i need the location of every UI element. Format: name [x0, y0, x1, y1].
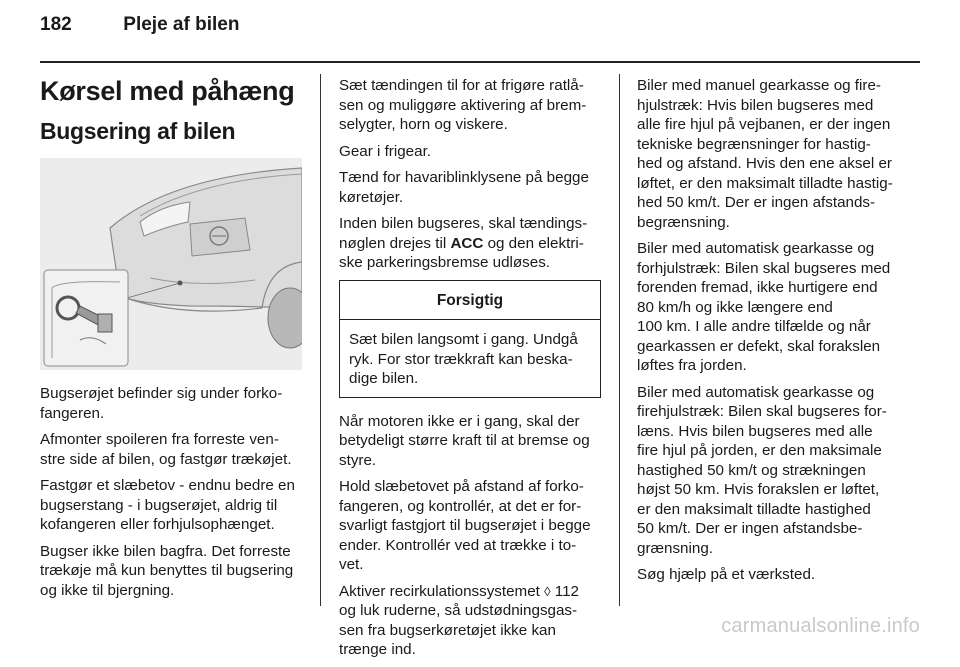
- page-number: 182: [40, 14, 72, 35]
- paragraph: Søg hjælp på et værksted.: [637, 566, 816, 583]
- caution-box: [339, 280, 601, 398]
- text-run: Inden bilen bugseres, skal tændings- nøglen drejes til: [339, 215, 588, 252]
- page-reference-icon: ◊: [544, 583, 551, 599]
- paragraph: Biler med automatisk gearkasse og firehjulstræk: Bilen skal bugseres for- læns. Hvis bilen bugseres med alle fire hjul på jorden, er den maksimale hastighed 50 km/t og strækningen højst 50 km. Hvis forakslen er løftet, er den maksimalt tilladte hastighed 50 km/t. Der er ingen afstandsbe- grænsning.: [637, 383, 887, 557]
- page-reference-link[interactable]: 112: [554, 582, 579, 600]
- column-1: [40, 76, 302, 607]
- page-header: [40, 14, 239, 36]
- header-rule: [40, 61, 920, 63]
- towing-eye-illustration: [40, 158, 302, 370]
- caution-body: Sæt bilen langsomt i gang. Undgå ryk. For stor trækkraft kan beska- dige bilen.: [349, 331, 578, 387]
- chapter-title: Kørsel med påhæng: [40, 76, 295, 106]
- paragraph: Gear i frigear.: [339, 142, 432, 160]
- column-2: [339, 76, 601, 667]
- paragraph: Afmonter spoileren fra forreste ven- stre side af bilen, og fastgør trækøjet.: [40, 431, 292, 468]
- paragraph: Bugser ikke bilen bagfra. Det forreste trækøje må kun benyttes til bugsering og ikke til bjergning.: [40, 542, 294, 599]
- section-title: Pleje af bilen: [123, 14, 240, 35]
- paragraph: Når motoren ikke er i gang, skal der betydeligt større kraft til at bremse og styre.: [339, 412, 590, 469]
- paragraph: Biler med automatisk gearkasse og forhjulstræk: Bilen skal bugseres med forenden fremad, ikke hurtigere end 80 km/h og ikke længere end 100 km. I alle andre tilfælde og når gearkassen er defekt, skal forakslen løftes fra jorden.: [637, 240, 891, 374]
- paragraph: Hold slæbetovet på afstand af forko- fangeren, og kontrollér, at det er for- svarligt fastgjort til bugserøjet i begge ender. Kontrollér ved at trække i to- vet.: [339, 478, 591, 573]
- paragraph: Biler med manuel gearkasse og fire- hjulstræk: Hvis bilen bugseres med alle fire hjul på vejbanen, er der ingen tekniske begrænsninger for hastig- hed og afstand. Hvis den ene aksel er løftet, er den maksimalt tilladte hastig- hed 50 km/t. Der er ingen afstands- begrænsning.: [637, 77, 893, 231]
- paragraph: Tænd for havariblinklysene på begge køretøjer.: [339, 169, 589, 206]
- text-run: Aktiver recirkulationssystemet: [339, 582, 545, 600]
- column-divider: [320, 74, 321, 606]
- text-run: og den elektri- ske parkeringsbremse udløses.: [339, 234, 584, 271]
- caution-title: Forsigtig: [340, 281, 600, 321]
- section-subtitle: Bugsering af bilen: [40, 118, 236, 144]
- text-run: og luk ruderne, så udstødningsgas- sen fra bugserkøretøjet ikke kan trænge ind.: [339, 602, 578, 658]
- paragraph: [339, 582, 601, 660]
- paragraph: [339, 214, 601, 273]
- acc-key-position: ACC: [450, 234, 484, 252]
- column-3: [637, 76, 905, 592]
- watermark: carmanualsonline.info: [721, 615, 920, 637]
- column-divider: [619, 74, 620, 606]
- paragraph: Bugserøjet befinder sig under forko- fangeren.: [40, 385, 283, 422]
- paragraph: Sæt tændingen til for at frigøre ratlå- sen og muliggøre aktivering af brem- selygter, horn og viskere.: [339, 77, 587, 133]
- paragraph: Fastgør et slæbetov - endnu bedre en bugserstang - i bugserøjet, aldrig til kofangeren eller forhjulsophænget.: [40, 477, 295, 533]
